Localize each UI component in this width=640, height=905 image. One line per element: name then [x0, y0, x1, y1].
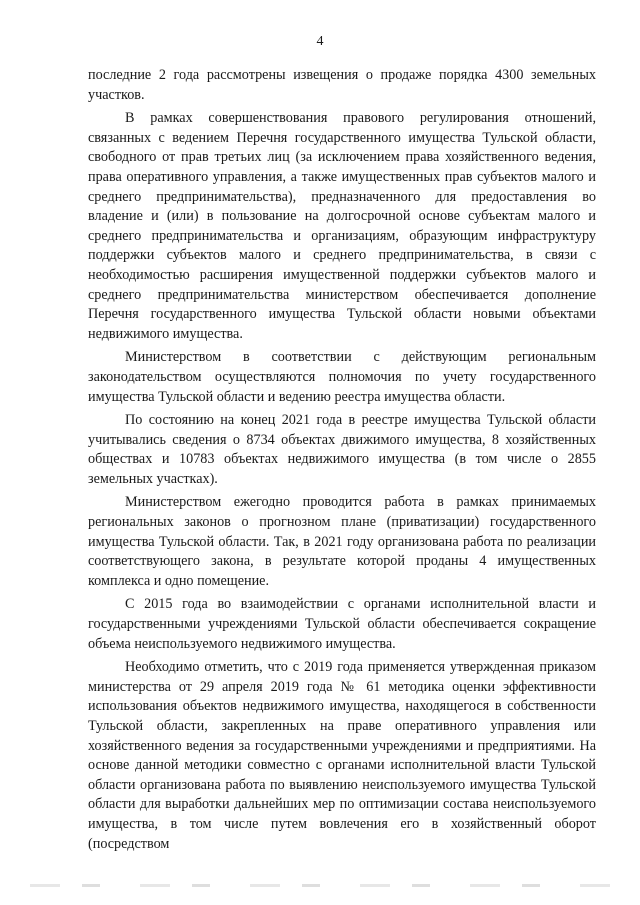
paragraph-register-stats: По состоянию на конец 2021 года в реестре имущества Тульской области учитывались сведения о 8734 объектах движимого имущества, 8 хозяйственных обществах и 10783 объектах недвижимого имущества (в том числе о 2855 земельных участках). — [88, 412, 596, 487]
paragraph-privatization: Министерством ежегодно проводится работа в рамках принимаемых региональных законов о прогнозном плане (приватизации) государственного имущества Тульской области. Так, в 2021 году организована работа по реализации соответствующего закона, в результате которой проданы 4 имущественных комплекса и одно помещение. — [88, 494, 596, 589]
paragraph-methodology: Необходимо отметить, что с 2019 года применяется утвержденная приказом министерства от 29 апреля 2019 года № 61 методика оценки эффективности использования объектов недвижимого имущества, находящегося в собственности Тульской области, закрепленных на праве оперативного управления или хозяйственного ведения за государственными учреждениями и предприятиями. На основе данной методики совместно с органами исполнительной власти Тульской области организована работа по выявлению неиспользуемого имущества Тульской области для выработки дальнейших мер по оптимизации состава неиспользуемого имущества, в том числе путем вовлечения его в хозяйственный оборот (посредством — [88, 659, 596, 852]
document-body — [88, 66, 596, 858]
paragraph-register-list: В рамках совершенствования правового регулирования отношений, связанных с ведением Перечня государственного имущества Тульской области, свободного от прав третьих лиц (за исключением права хозяйственного ведения, права оперативного управления, а также имущественных прав субъектов малого и среднего предпринимательства), предназначенного для предоставления во владение и (или) в пользование на долгосрочной основе субъектам малого и среднего предпринимательства и организациям, образующим инфраструктуру поддержки субъектов малого и среднего предпринимательства, в связи с необходимостью расширения имущественной поддержки субъектов малого и среднего предпринимательства министерством обеспечивается дополнение Перечня государственного имущества Тульской области новыми объектами недвижимого имущества. — [88, 110, 596, 342]
page-number: 4 — [316, 34, 324, 49]
paragraph-unused-property: С 2015 года во взаимодействии с органами исполнительной власти и государственными учреждениями Тульской области обеспечивается сокращение объема неиспользуемого недвижимого имущества. — [88, 596, 596, 652]
scan-artifact — [30, 884, 620, 887]
paragraph-continuation: последние 2 года рассмотрены извещения о продаже порядка 4300 земельных участков. — [88, 67, 596, 103]
paragraph-accounting-powers: Министерством в соответствии с действующим региональным законодательством осуществляются полномочия по учету государственного имущества Тульской области и ведению реестра имущества области. — [88, 349, 596, 405]
